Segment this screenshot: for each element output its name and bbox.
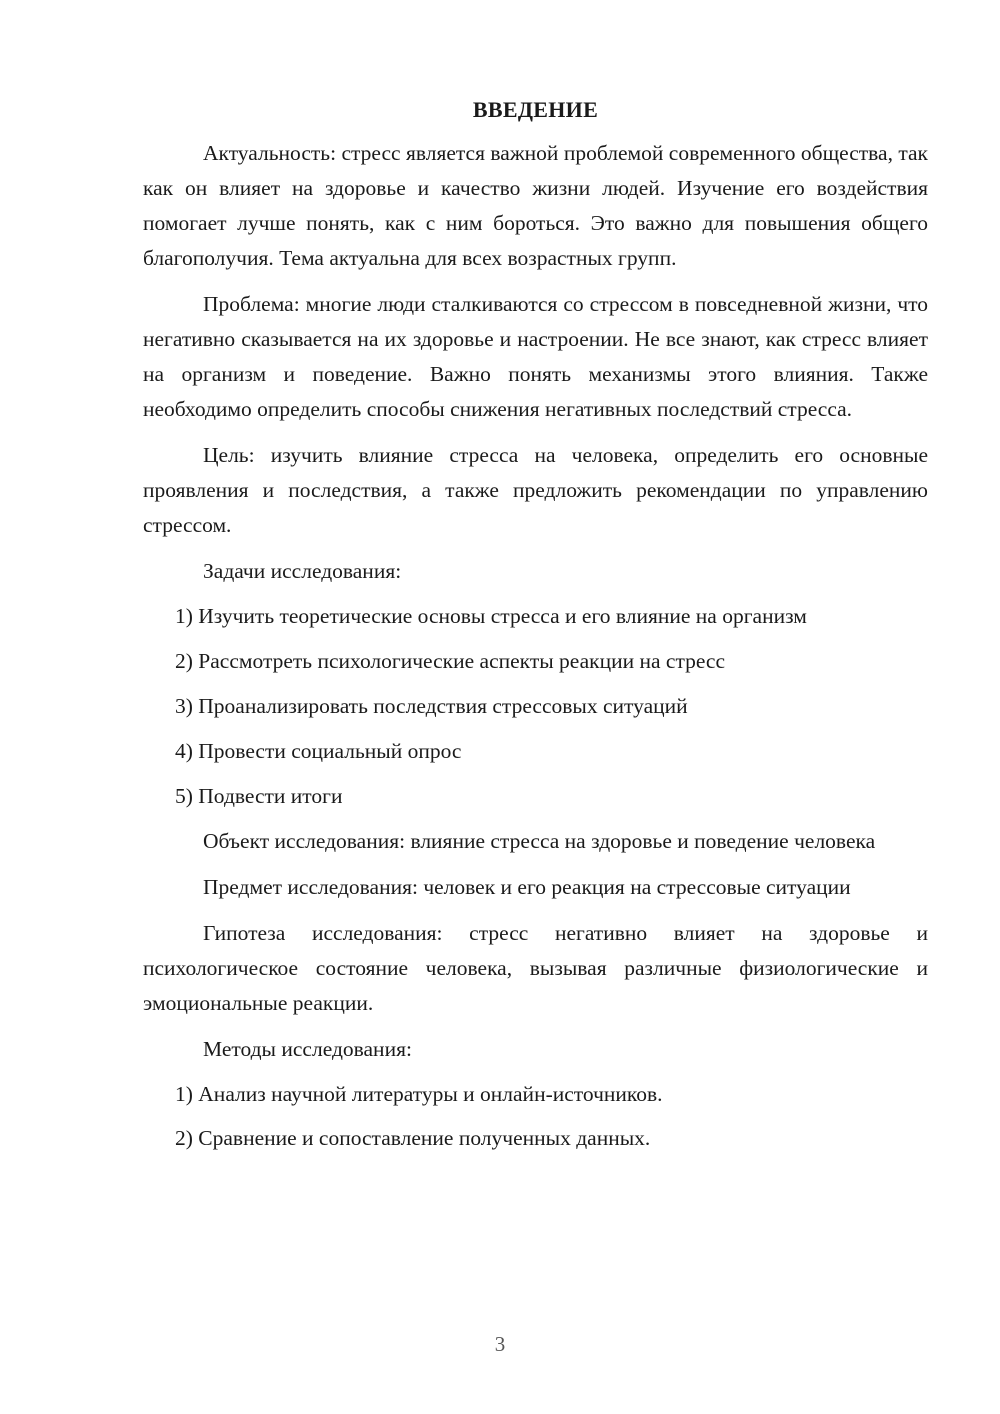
- relevance-paragraph: Актуальность: стресс является важной проблемой современного общества, так как он влияет на здоровье и качество жизни людей. Изучение его воздействия помогает лучше понять, как с ним бороться. Это важно для повышения общего благополучия. Тема актуальна для всех возрастных групп.: [143, 141, 928, 270]
- methods-label: Методы исследования:: [203, 1037, 412, 1061]
- document-page: [143, 96, 928, 1165]
- list-item: 2) Рассмотреть психологические аспекты реакции на стресс: [175, 649, 726, 673]
- list-item: 1) Анализ научной литературы и онлайн-источников.: [175, 1082, 663, 1106]
- list-item: 4) Провести социальный опрос: [175, 739, 462, 763]
- subject-paragraph: Предмет исследования: человек и его реакция на стрессовые ситуации: [203, 875, 851, 899]
- page-title: ВВЕДЕНИЕ: [472, 97, 599, 122]
- goal-paragraph: Цель: изучить влияние стресса на человека, определить его основные проявления и последствия, а также предложить рекомендации по управлению стрессом.: [143, 443, 928, 537]
- list-item: 3) Проанализировать последствия стрессовых ситуаций: [175, 694, 688, 718]
- problem-paragraph: Проблема: многие люди сталкиваются со стрессом в повседневной жизни, что негативно сказывается на их здоровье и настроении. Не все знают, как стресс влияет на организм и поведение. Важно понять механизмы этого влияния. Также необходимо определить способы снижения негативных последствий стресса.: [143, 292, 928, 421]
- tasks-label: Задачи исследования:: [203, 559, 402, 583]
- methods-list: [143, 1077, 928, 1156]
- object-paragraph: Объект исследования: влияние стресса на здоровье и поведение человека: [203, 829, 876, 853]
- list-item: 2) Сравнение и сопоставление полученных данных.: [175, 1126, 651, 1150]
- hypothesis-paragraph: Гипотеза исследования: стресс негативно влияет на здоровье и психологическое состояние человека, вызывая различные физиологические и эмоциональные реакции.: [143, 921, 928, 1015]
- list-item: 1) Изучить теоретические основы стресса и его влияние на организм: [175, 604, 807, 628]
- page-number: 3: [494, 1332, 506, 1356]
- list-item: 5) Подвести итоги: [175, 784, 343, 808]
- tasks-list: [143, 599, 928, 814]
